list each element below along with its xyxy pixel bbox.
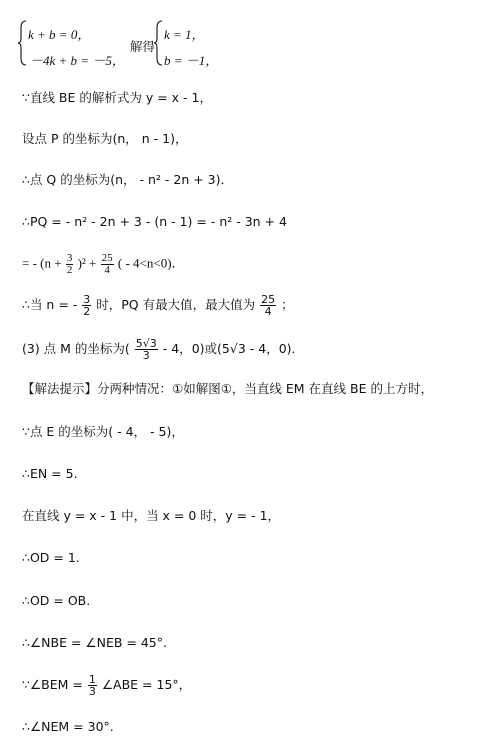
- line-15-part-a: ∵∠BEM =: [22, 677, 83, 692]
- line-6-part-b: 时，PQ 有最大值，最大值为: [96, 297, 256, 312]
- right-brace-icon: [154, 20, 164, 66]
- fraction: $\frac{25}{4}$: [261, 293, 276, 318]
- left-brace-icon: [18, 20, 28, 66]
- line-15-part-b: ∠ABE = 15°，: [101, 677, 192, 692]
- line-5-part-c: ( - 4<n<0)．: [117, 255, 185, 271]
- line-11: 在直线 y = x - 1 中，当 x = 0 时，y = - 1，: [22, 508, 281, 523]
- line-8: 【解法提示】分两种情况：①如解图①，当直线 EM 在直线 BE 的上方时，: [22, 381, 433, 396]
- fraction: $\frac{3}{2}$: [66, 252, 73, 276]
- line-6-part-c: ；: [281, 297, 294, 312]
- line-6: [22, 294, 294, 317]
- line-7: [22, 338, 304, 361]
- equation-row-2: －4k + b = －5，: [30, 53, 125, 68]
- result-row-2: b = －1，: [164, 53, 219, 68]
- line-5-part-b: )² +: [77, 255, 97, 271]
- line-10: ∴EN = 5.: [22, 466, 78, 481]
- line-2: 设点 P 的坐标为(n， n - 1)，: [22, 131, 188, 146]
- fraction: $\frac{5√3}{3}$: [135, 337, 157, 362]
- line-7-part-a: (3) 点 M 的坐标为(: [22, 341, 130, 356]
- line-15: [22, 674, 191, 697]
- equation-row-1: k + b = 0，: [28, 27, 91, 42]
- line-1: ∵直线 BE 的解析式为 y = x - 1，: [22, 90, 212, 105]
- line-4: ∴PQ = - n² - 2n + 3 - (n - 1) = - n² - 3n + 4: [22, 214, 287, 229]
- result-row-1: k = 1，: [164, 27, 205, 42]
- line-9: ∵点 E 的坐标为( - 4， - 5)，: [22, 424, 184, 439]
- fraction: $\frac{1}{3}$: [88, 673, 96, 698]
- fraction: $\frac{25}{4}$: [101, 252, 113, 276]
- line-3: ∴点 Q 的坐标为(n， - n² - 2n + 3)．: [22, 172, 234, 187]
- line-16: ∴∠NEM = 30°.: [22, 719, 114, 734]
- line-14: ∴∠NBE = ∠NEB = 45°.: [22, 635, 167, 650]
- line-7-part-b: - 4，0)或(5√3 - 4，0)．: [162, 341, 305, 356]
- line-5: [22, 253, 185, 276]
- line-5-part-a: = - (n +: [22, 255, 62, 271]
- solve-label: 解得: [130, 39, 156, 54]
- fraction: $\frac{3}{2}$: [83, 293, 91, 318]
- line-6-part-a: ∴当 n = -: [22, 297, 78, 312]
- line-13: ∴OD = OB.: [22, 593, 91, 608]
- line-12: ∴OD = 1.: [22, 550, 80, 565]
